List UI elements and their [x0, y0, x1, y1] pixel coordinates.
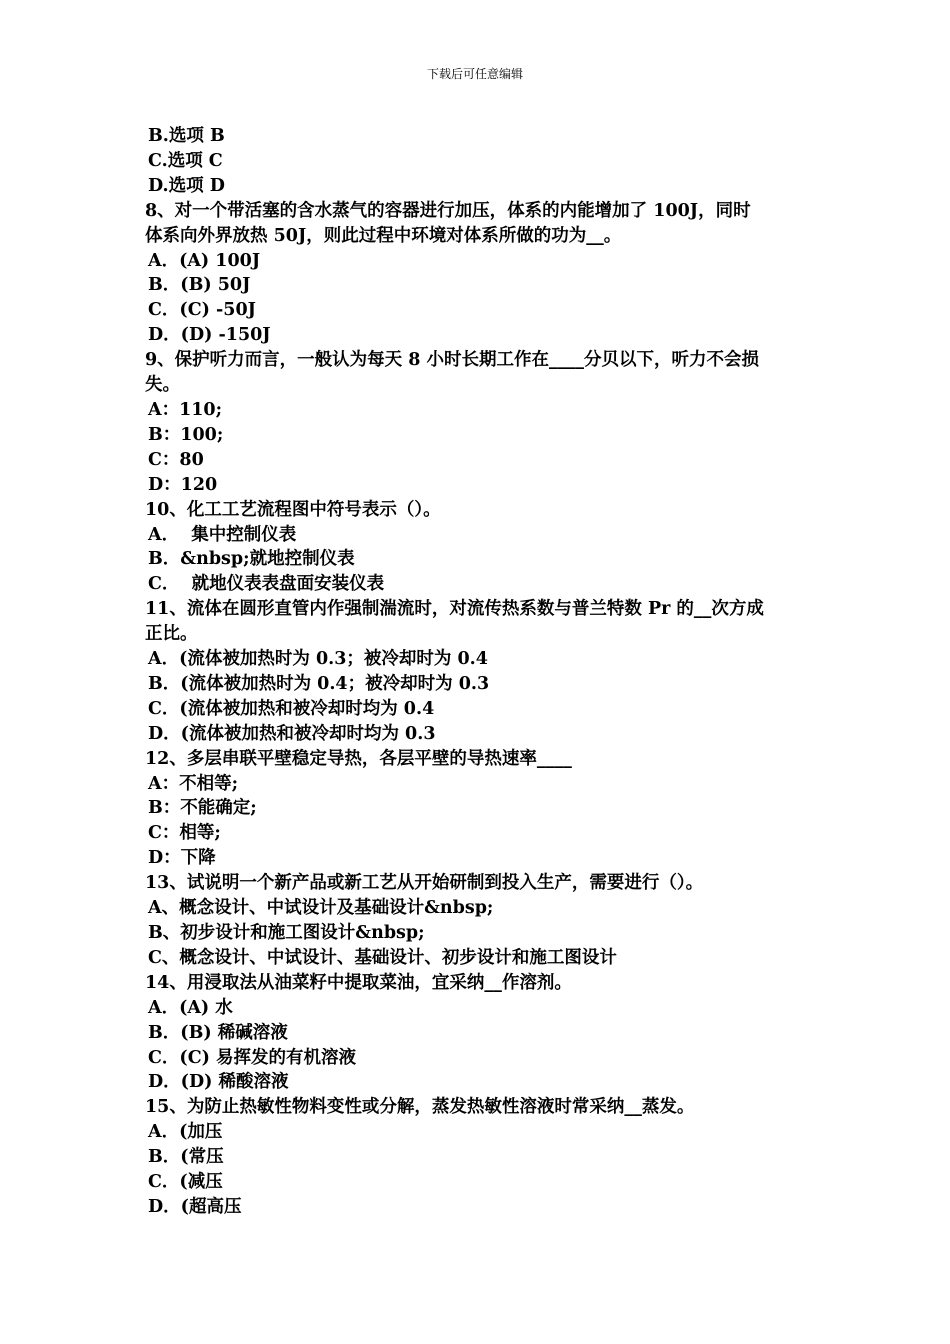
- option: D：120: [148, 474, 218, 495]
- question-text: 14、用浸取法从油菜籽中提取菜油，宜采纳__作溶剂。: [145, 972, 572, 993]
- carry-option: B.选项 B: [148, 126, 225, 146]
- option: D．(D) 稀酸溶液: [148, 1072, 289, 1093]
- option: D．(超高压: [148, 1196, 242, 1217]
- document-body: [145, 124, 825, 1220]
- question-14: [145, 971, 825, 1096]
- question-12: [145, 747, 825, 872]
- question-text: 体系向外界放热 50J，则此过程中环境对体系所做的功为__。: [145, 225, 622, 246]
- question-11: [145, 597, 825, 746]
- option: B：100;: [148, 424, 224, 445]
- question-text: 8、对一个带活塞的含水蒸气的容器进行加压，体系的内能增加了 100J，同时: [145, 200, 751, 221]
- question-15: [145, 1095, 825, 1220]
- option: C． 就地仪表表盘面安装仪表: [148, 574, 385, 595]
- option: B：不能确定;: [148, 798, 257, 819]
- option: C．(C) -50J: [148, 300, 256, 321]
- question-text: 11、流体在圆形直管内作强制湍流时，对流传热系数与普兰特数 Pr 的__次方成: [145, 599, 764, 620]
- option: C：相等;: [148, 823, 221, 844]
- option: D．(D) -150J: [148, 325, 271, 346]
- option: A．(A) 100J: [148, 250, 261, 271]
- option: B、初步设计和施工图设计&nbsp;: [148, 923, 425, 943]
- option: C．(C) 易挥发的有机溶液: [148, 1047, 357, 1068]
- option: B．(B) 50J: [148, 275, 251, 296]
- option: A．(流体被加热时为 0.3；被冷却时为 0.4: [148, 649, 488, 670]
- option: D：下降: [148, 848, 216, 869]
- option: B．(流体被加热时为 0.4；被冷却时为 0.3: [148, 673, 490, 694]
- question-text: 失。: [145, 375, 180, 396]
- option: A、概念设计、中试设计及基础设计&nbsp;: [148, 898, 494, 919]
- option: A． 集中控制仪表: [148, 524, 297, 545]
- option: B．(常压: [148, 1147, 224, 1168]
- carry-option: D.选项 D: [148, 175, 225, 196]
- option: A：不相等;: [148, 773, 239, 794]
- question-text: 正比。: [145, 624, 198, 645]
- option: B．&nbsp;就地控制仪表: [148, 549, 355, 570]
- option: C：80: [148, 449, 204, 470]
- question-13: [145, 871, 825, 971]
- option: A：110;: [148, 399, 223, 420]
- option: C．(流体被加热和被冷却时均为 0.4: [148, 698, 435, 719]
- carry-option: C.选项 C: [148, 150, 223, 171]
- question-9: [145, 348, 825, 497]
- question-text: 15、为防止热敏性物料变性或分解，蒸发热敏性溶液时常采纳__蒸发。: [145, 1097, 695, 1118]
- option: B．(B) 稀碱溶液: [148, 1022, 288, 1043]
- question-text: 12、多层串联平壁稳定导热，各层平壁的导热速率____: [145, 748, 572, 769]
- option: A．(加压: [148, 1122, 223, 1143]
- option: D．(流体被加热和被冷却时均为 0.3: [148, 723, 436, 744]
- question-8: [145, 199, 825, 348]
- option: C、概念设计、中试设计、基础设计、初步设计和施工图设计: [148, 947, 617, 968]
- option: A．(A) 水: [148, 997, 233, 1018]
- option: C．(减压: [148, 1172, 223, 1193]
- question-text: 13、试说明一个新产品或新工艺从开始研制到投入生产，需要进行（）。: [145, 873, 704, 894]
- page-header: 下载后可任意编辑: [426, 67, 523, 81]
- question-text: 10、化工工艺流程图中符号表示（）。: [145, 499, 441, 520]
- question-text: 9、保护听力而言，一般认为每天 8 小时长期工作在____分贝以下，听力不会损: [145, 350, 760, 371]
- question-10: [145, 498, 825, 598]
